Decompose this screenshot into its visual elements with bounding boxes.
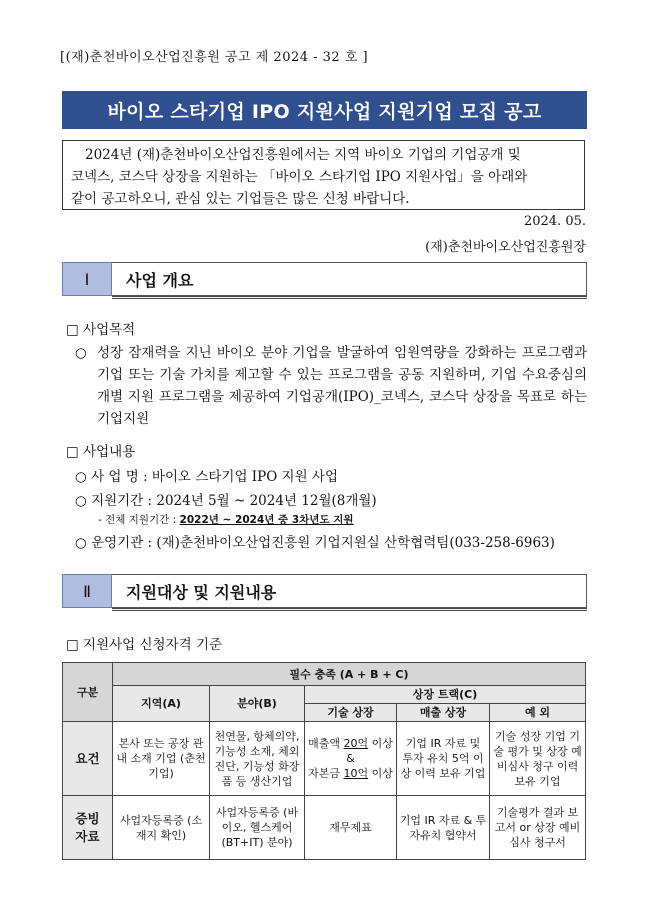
section-1-title: 사업 개요: [112, 262, 587, 296]
table-header-tech-listing: 기술 상장: [305, 704, 397, 722]
table-row-label-requirements: 요건: [63, 722, 113, 796]
intro-line: 코넥스, 코스닥 상장을 지원하는 「바이오 스타기업 IPO 지원사업」을 아래와: [71, 169, 528, 185]
table-row-label-proof: [63, 796, 113, 860]
criteria-heading: □ 지원사업 신청자격 기준: [66, 637, 223, 653]
proof-label-line: 증빙: [75, 810, 100, 826]
section-2-header: [62, 574, 587, 608]
req-tech-sales-label: 매출액: [308, 737, 344, 750]
business-name-item: ○ 사 업 명 : 바이오 스타기업 IPO 지원 사업: [75, 469, 339, 485]
total-period-value: 2022년 ~ 2024년 중 3차년도 지원: [179, 514, 354, 526]
table-header-listing-track: 상장 트랙(C): [305, 686, 586, 704]
intro-line: 2024년 (재)춘천바이오산업진흥원에서는 지역 바이오 기업의 기업공개 및: [85, 147, 521, 163]
section-2-title: 지원대상 및 지원내용: [112, 574, 587, 608]
table-cell-proof-region: 사업자등록증 (소재지 확인): [113, 796, 210, 860]
table-cell-proof-exception: 기술평가 결과 보고서 or 상장 예비심사 청구서: [490, 796, 586, 860]
eligibility-table: [62, 662, 586, 860]
issuer-name: (재)춘천바이오산업진흥원장: [425, 240, 586, 255]
intro-box: [62, 140, 585, 210]
table-header-exception: 예 외: [490, 704, 586, 722]
table-cell-proof-tech: 재무제표: [305, 796, 397, 860]
support-period-item: ○ 지원기간 : 2024년 5월 ~ 2024년 12월(8개월): [75, 493, 377, 509]
notice-date: 2024. 05.: [523, 214, 586, 229]
content-heading: □ 사업내용: [66, 444, 136, 460]
table-header-region: 지역(A): [113, 686, 210, 722]
proof-label-line: 자료: [75, 828, 100, 844]
operator-item: ○ 운영기관 : (재)춘천바이오산업진흥원 기업지원실 산학협력팀(033-258-6963): [75, 535, 555, 551]
notice-title-banner: 바이오 스타기업 IPO 지원사업 지원기업 모집 공고: [62, 91, 587, 129]
req-tech-capital-suffix: 이상: [368, 767, 393, 780]
intro-line: 같이 공고하오니, 관심 있는 기업들은 많은 신청 바랍니다.: [71, 191, 410, 207]
section-2-number: Ⅱ: [62, 574, 112, 608]
req-tech-capital-label: 자본금: [308, 767, 344, 780]
total-period-label: - 전체 지원기간 :: [98, 514, 177, 526]
table-header-sales-listing: 매출 상장: [397, 704, 490, 722]
section-1-number: Ⅰ: [62, 262, 112, 296]
total-period-note: [98, 512, 354, 527]
table-cell-proof-field: 사업자등록증 (바이오, 헬스케어(BT+IT) 분야): [210, 796, 305, 860]
table-cell-req-tech: [305, 722, 397, 796]
table-cell-req-region: 본사 또는 공장 관내 소재 기업 (춘천 기업): [113, 722, 210, 796]
notice-number: [(재)춘천바이오산업진흥원 공고 제 2024 - 32 호 ]: [60, 50, 369, 65]
table-header-category: 구분: [63, 663, 113, 722]
section-1-header: [62, 262, 587, 296]
table-header-field: 분야(B): [210, 686, 305, 722]
table-cell-req-field: 천연물, 항체의약, 기능성 소재, 체외진단, 기능성 화장품 등 생산기업: [210, 722, 305, 796]
section-1-rule: [112, 296, 587, 299]
purpose-heading: □ 사업목적: [66, 322, 136, 338]
section-2-rule: [112, 608, 587, 611]
req-tech-sales-value: 20억: [343, 737, 369, 750]
table-cell-req-exception: 기술 성장 기업 기술 평가 및 상장 예비심사 청구 이력 보유 기업: [490, 722, 586, 796]
purpose-item: [75, 342, 587, 430]
table-cell-proof-sales: 기업 IR 자료 & 투자유치 협약서: [397, 796, 490, 860]
circle-bullet: ○: [75, 345, 87, 361]
req-tech-sales-suffix: 이상: [368, 737, 393, 750]
req-tech-and: &: [346, 752, 355, 765]
purpose-text: 성장 잠재력을 지닌 바이오 분야 기업을 발굴하여 임원역량을 강화하는 프로그램과 기업 또는 기술 가치를 제고할 수 있는 프로그램을 공동 지원하며, 기업 수요중심의 개별 지원 프로그램을 제공하여 기업공개(IPO)_코넥스, 코스닥 상장을 목표로 하는 기업지원: [97, 345, 587, 427]
table-header-required: 필수 충족 (A + B + C): [113, 663, 586, 686]
req-tech-capital-value: 10억: [343, 767, 369, 780]
table-cell-req-sales: 기업 IR 자료 및 투자 유치 5억 이상 이력 보유 기업: [397, 722, 490, 796]
